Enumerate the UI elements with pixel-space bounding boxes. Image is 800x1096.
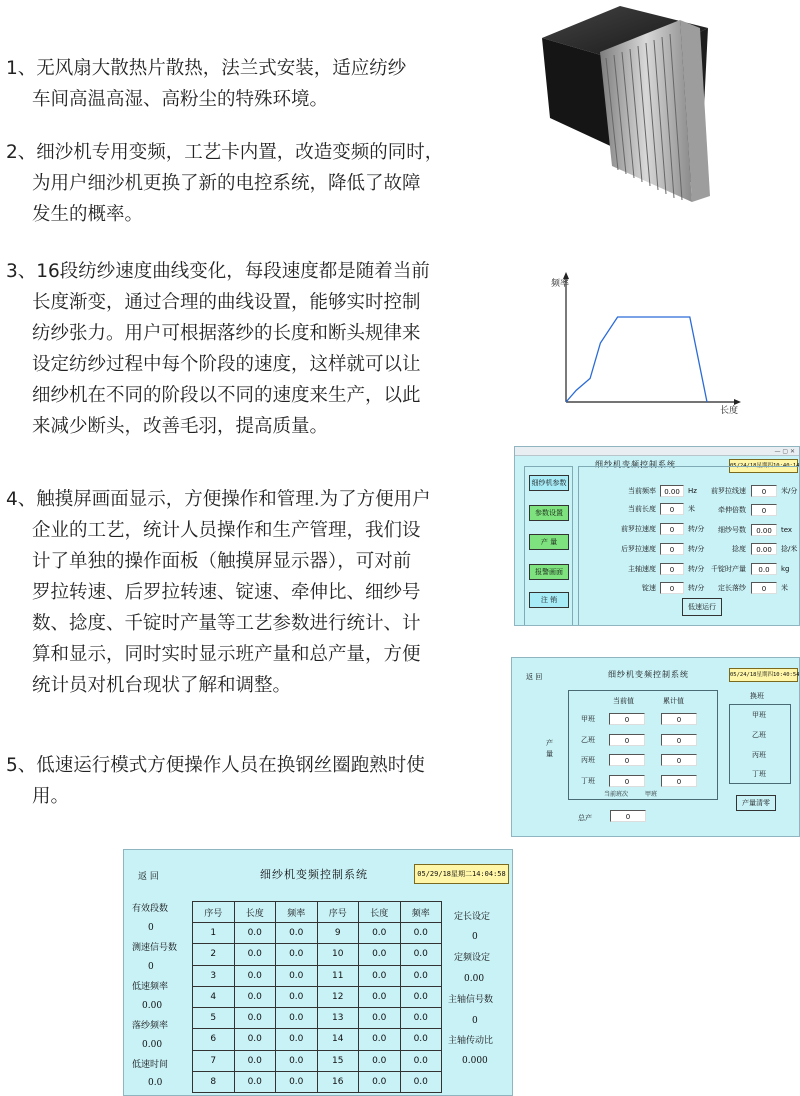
feature-line: 用。 bbox=[32, 786, 70, 807]
param-unit: 米 bbox=[781, 584, 788, 592]
table-row bbox=[193, 944, 442, 965]
param-value-field[interactable]: 0 bbox=[751, 504, 777, 516]
shift-current-field[interactable]: 0 bbox=[609, 754, 645, 766]
table-cell: 4 bbox=[193, 986, 235, 1007]
hmi-curve-settings-screen bbox=[123, 849, 513, 1096]
table-cell: 7 bbox=[193, 1050, 235, 1071]
feature-line: 4、触摸屏画面显示，方便操作和管理.为了方便用户 bbox=[6, 489, 431, 510]
table-row bbox=[193, 986, 442, 1007]
nav-panel bbox=[524, 466, 573, 626]
clock-display: 05/24/18星期四10:40:54 bbox=[729, 668, 798, 682]
current-shift-label: 当前班次 bbox=[604, 791, 629, 798]
feature-5 bbox=[6, 750, 425, 812]
table-cell[interactable]: 0.0 bbox=[400, 1029, 442, 1050]
param-label: 主轴信号数 bbox=[448, 995, 494, 1005]
param-value: 0 bbox=[148, 923, 154, 933]
table-cell[interactable]: 0.0 bbox=[400, 1050, 442, 1071]
nav-button-param-settings[interactable]: 参数设置 bbox=[529, 505, 569, 521]
table-cell[interactable]: 0.0 bbox=[400, 923, 442, 944]
table-cell: 9 bbox=[317, 923, 359, 944]
param-unit: tex bbox=[781, 526, 793, 534]
table-cell: 5 bbox=[193, 1008, 235, 1029]
table-cell[interactable]: 0.0 bbox=[276, 1029, 318, 1050]
table-cell: 10 bbox=[317, 944, 359, 965]
param-value-field[interactable]: 0.00 bbox=[660, 485, 684, 497]
param-value: 0.0 bbox=[148, 1078, 163, 1088]
param-value-field[interactable]: 0.00 bbox=[751, 543, 777, 555]
param-unit: kg bbox=[781, 565, 790, 573]
param-label: 落纱频率 bbox=[132, 1021, 169, 1031]
nav-button-logout[interactable]: 注 销 bbox=[529, 592, 569, 608]
screen-title: 细纱机变频控制系统 bbox=[608, 670, 689, 679]
feature-line: 企业的工艺，统计人员操作和生产管理，我们设 bbox=[32, 520, 421, 541]
table-cell: 8 bbox=[193, 1071, 235, 1092]
param-label: 前罗拉速度 bbox=[621, 525, 656, 533]
table-cell[interactable]: 0.0 bbox=[234, 1008, 276, 1029]
param-label: 定频设定 bbox=[454, 953, 491, 963]
table-header-row bbox=[193, 902, 442, 923]
param-label: 千锭时产量 bbox=[711, 565, 746, 573]
param-unit: 转/分 bbox=[688, 545, 705, 553]
param-value: 0 bbox=[472, 932, 478, 942]
shift-total-field[interactable]: 0 bbox=[661, 734, 697, 746]
feature-line: 2、细沙机专用变频，工艺卡内置，改造变频的同时， bbox=[6, 142, 444, 163]
param-value: 0 bbox=[148, 962, 154, 972]
param-label: 有效段数 bbox=[132, 904, 169, 914]
table-row bbox=[193, 1050, 442, 1071]
table-cell[interactable]: 0.0 bbox=[400, 1071, 442, 1092]
param-label: 锭速 bbox=[642, 584, 656, 592]
feature-line: 细纱机在不同的阶段以不同的速度来生产，以此 bbox=[32, 385, 421, 406]
param-value-field[interactable]: 0 bbox=[751, 485, 777, 497]
table-cell[interactable]: 0.0 bbox=[359, 1050, 401, 1071]
shift-label: 丁班 bbox=[581, 777, 595, 785]
total-output-field[interactable]: 0 bbox=[610, 810, 646, 822]
param-value: 0.00 bbox=[142, 1040, 163, 1050]
table-header: 长度 bbox=[234, 902, 276, 923]
back-button[interactable]: 返 回 bbox=[138, 872, 159, 882]
param-value: 0.000 bbox=[462, 1056, 488, 1066]
param-label: 牵伸倍数 bbox=[718, 506, 746, 514]
hmi-output-screen bbox=[511, 657, 800, 837]
shift-label: 甲班 bbox=[581, 715, 595, 723]
shift-label: 乙班 bbox=[581, 736, 595, 744]
current-shift-value: 甲班 bbox=[645, 791, 658, 798]
inverter-product-image bbox=[540, 6, 710, 211]
feature-line: 罗拉转速、后罗拉转速、锭速、牵伸比、细纱号 bbox=[32, 582, 421, 603]
window-titlebar bbox=[515, 447, 799, 456]
param-unit: 捻/米 bbox=[781, 545, 798, 553]
shift-total-field[interactable]: 0 bbox=[661, 713, 697, 725]
table-cell[interactable]: 0.0 bbox=[359, 944, 401, 965]
table-cell[interactable]: 0.0 bbox=[234, 986, 276, 1007]
table-cell[interactable]: 0.0 bbox=[359, 965, 401, 986]
param-label: 低速频率 bbox=[132, 982, 169, 992]
param-label: 前罗拉线速 bbox=[711, 487, 746, 495]
table-cell[interactable]: 0.0 bbox=[359, 1008, 401, 1029]
table-cell[interactable]: 0.0 bbox=[276, 1071, 318, 1092]
feature-line: 来减少断头，改善毛羽，提高质量。 bbox=[32, 416, 329, 437]
shift-total-field[interactable]: 0 bbox=[661, 754, 697, 766]
shift-current-field[interactable]: 0 bbox=[609, 734, 645, 746]
change-shift-item[interactable]: 乙班 bbox=[752, 731, 766, 739]
feature-line: 纺纱张力。用户可根据落纱的长度和断头规律来 bbox=[32, 323, 421, 344]
param-unit: 转/分 bbox=[688, 565, 705, 573]
change-shift-item[interactable]: 丁班 bbox=[752, 770, 766, 778]
feature-line: 长度渐变，通过合理的曲线设置，能够实时控制 bbox=[32, 292, 421, 313]
param-label: 定长设定 bbox=[454, 912, 491, 922]
param-value: 0 bbox=[472, 1016, 478, 1026]
table-row bbox=[193, 923, 442, 944]
param-value-field[interactable]: 0 bbox=[660, 563, 684, 575]
screen-title: 细纱机变频控制系统 bbox=[260, 868, 368, 881]
table-row bbox=[193, 1029, 442, 1050]
chart-series-line bbox=[566, 317, 707, 402]
change-shift-label: 换班 bbox=[750, 692, 764, 700]
chart-y-arrow bbox=[563, 272, 569, 279]
low-speed-run-button[interactable]: 低速运行 bbox=[682, 598, 722, 616]
param-label: 细纱号数 bbox=[718, 526, 746, 534]
param-label: 主轴传动比 bbox=[448, 1036, 494, 1046]
back-button[interactable]: 返 回 bbox=[526, 673, 543, 681]
clear-output-button[interactable]: 产量清零 bbox=[736, 795, 776, 811]
feature-line: 发生的概率。 bbox=[32, 204, 144, 225]
change-shift-panel bbox=[729, 704, 791, 784]
speed-curve-chart bbox=[548, 270, 744, 420]
clock-display: 05/29/18星期二14:04:58 bbox=[414, 864, 509, 884]
table-cell: 14 bbox=[317, 1029, 359, 1050]
shift-label: 丙班 bbox=[581, 756, 595, 764]
feature-line: 车间高温高湿、高粉尘的特殊环境。 bbox=[32, 89, 329, 110]
table-cell: 6 bbox=[193, 1029, 235, 1050]
feature-line: 计了单独的操作面板（触摸屏显示器），可对前 bbox=[32, 551, 412, 572]
param-unit: Hz bbox=[688, 487, 697, 495]
table-cell[interactable]: 0.0 bbox=[400, 1008, 442, 1029]
shift-current-field[interactable]: 0 bbox=[609, 713, 645, 725]
screen-title: 细纱机变频控制系统 bbox=[595, 460, 676, 469]
feature-line: 为用户细沙机更换了新的电控系统，降低了故障 bbox=[32, 173, 421, 194]
table-row bbox=[193, 1071, 442, 1092]
feature-line: 5、低速运行模式方便操作人员在换钢丝圈跑熟时使 bbox=[6, 755, 425, 776]
change-shift-item[interactable]: 甲班 bbox=[752, 711, 766, 719]
table-cell: 13 bbox=[317, 1008, 359, 1029]
param-value-field[interactable]: 0 bbox=[660, 543, 684, 555]
window-controls[interactable]: — ▢ ✕ bbox=[774, 448, 795, 455]
chart-x-label: 长度 bbox=[720, 406, 739, 416]
nav-button-output[interactable]: 产 量 bbox=[529, 534, 569, 550]
feature-4 bbox=[6, 484, 431, 701]
table-cell[interactable]: 0.0 bbox=[400, 965, 442, 986]
feature-line: 数、捻度、千锭时产量等工艺参数进行统计、计 bbox=[32, 613, 421, 634]
table-header: 长度 bbox=[359, 902, 401, 923]
chart-x-arrow bbox=[734, 399, 741, 405]
change-shift-item[interactable]: 丙班 bbox=[752, 751, 766, 759]
table-cell[interactable]: 0.0 bbox=[359, 986, 401, 1007]
table-cell[interactable]: 0.0 bbox=[276, 986, 318, 1007]
hmi-parameter-screen bbox=[514, 446, 800, 626]
table-cell[interactable]: 0.0 bbox=[234, 1050, 276, 1071]
feature-line: 1、无风扇大散热片散热，法兰式安装，适应纺纱 bbox=[6, 58, 407, 79]
table-header: 序号 bbox=[193, 902, 235, 923]
param-value: 0.00 bbox=[464, 974, 485, 984]
table-cell: 11 bbox=[317, 965, 359, 986]
param-panel bbox=[578, 466, 800, 626]
table-header: 频率 bbox=[276, 902, 318, 923]
feature-1 bbox=[6, 53, 406, 115]
table-cell[interactable]: 0.0 bbox=[234, 1071, 276, 1092]
param-label: 捻度 bbox=[732, 545, 746, 553]
table-cell[interactable]: 0.0 bbox=[234, 1029, 276, 1050]
column-header-total: 累计值 bbox=[663, 697, 684, 705]
feature-line: 统计员对机台现状了解和调整。 bbox=[32, 675, 292, 696]
table-cell[interactable]: 0.0 bbox=[359, 1071, 401, 1092]
speed-segment-table bbox=[192, 901, 442, 1093]
table-cell[interactable]: 0.0 bbox=[234, 965, 276, 986]
param-label: 低速时间 bbox=[132, 1060, 169, 1070]
param-label: 当前频率 bbox=[628, 487, 656, 495]
table-cell[interactable]: 0.0 bbox=[400, 986, 442, 1007]
param-unit: 米 bbox=[688, 505, 695, 513]
table-cell[interactable]: 0.0 bbox=[276, 1050, 318, 1071]
shift-output-panel bbox=[568, 690, 718, 800]
param-label: 测速信号数 bbox=[132, 943, 178, 953]
feature-line: 算和显示，同时实时显示班产量和总产量，方便 bbox=[32, 644, 421, 665]
param-unit: 转/分 bbox=[688, 525, 705, 533]
param-value-field[interactable]: 0 bbox=[660, 582, 684, 594]
table-cell[interactable]: 0.0 bbox=[276, 965, 318, 986]
feature-line: 3、16段纺纱速度曲线变化，每段速度都是随着当前 bbox=[6, 261, 430, 282]
param-label: 定长落纱 bbox=[718, 584, 746, 592]
table-cell: 1 bbox=[193, 923, 235, 944]
table-cell: 2 bbox=[193, 944, 235, 965]
feature-line: 设定纺纱过程中每个阶段的速度，这样就可以让 bbox=[32, 354, 421, 375]
table-cell[interactable]: 0.0 bbox=[276, 923, 318, 944]
param-value-field[interactable]: 0 bbox=[751, 582, 777, 594]
shift-current-field[interactable]: 0 bbox=[609, 775, 645, 787]
param-value-field[interactable]: 0.0 bbox=[751, 563, 777, 575]
table-cell[interactable]: 0.0 bbox=[276, 944, 318, 965]
table-cell: 12 bbox=[317, 986, 359, 1007]
table-row bbox=[193, 1008, 442, 1029]
chart-y-label: 频率 bbox=[551, 279, 570, 289]
param-unit: 转/分 bbox=[688, 584, 705, 592]
clock-display: 05/24/18星期四10:40:14 bbox=[729, 459, 798, 473]
table-cell[interactable]: 0.0 bbox=[234, 923, 276, 944]
param-value-field[interactable]: 0 bbox=[660, 503, 684, 515]
table-cell: 16 bbox=[317, 1071, 359, 1092]
table-row bbox=[193, 965, 442, 986]
param-value: 0.00 bbox=[142, 1001, 163, 1011]
table-cell[interactable]: 0.0 bbox=[276, 1008, 318, 1029]
param-unit: 米/分 bbox=[781, 487, 798, 495]
table-cell[interactable]: 0.0 bbox=[359, 923, 401, 944]
shift-total-field[interactable]: 0 bbox=[661, 775, 697, 787]
feature-2 bbox=[6, 137, 443, 230]
table-cell[interactable]: 0.0 bbox=[400, 944, 442, 965]
param-label: 当前长度 bbox=[628, 505, 656, 513]
total-output-label: 总产 bbox=[578, 814, 592, 822]
nav-button-spinning-params[interactable]: 细纱机参数 bbox=[529, 475, 569, 491]
table-header: 频率 bbox=[400, 902, 442, 923]
feature-3 bbox=[6, 256, 430, 442]
param-value-field[interactable]: 0 bbox=[660, 523, 684, 535]
table-cell: 3 bbox=[193, 965, 235, 986]
column-header-current: 当前值 bbox=[613, 697, 634, 705]
param-label: 主轴速度 bbox=[628, 565, 656, 573]
table-header: 序号 bbox=[317, 902, 359, 923]
table-cell[interactable]: 0.0 bbox=[359, 1029, 401, 1050]
table-cell: 15 bbox=[317, 1050, 359, 1071]
param-value-field[interactable]: 0.00 bbox=[751, 524, 777, 536]
table-cell[interactable]: 0.0 bbox=[234, 944, 276, 965]
param-label: 后罗拉速度 bbox=[621, 545, 656, 553]
nav-button-alarm[interactable]: 报警画面 bbox=[529, 564, 569, 580]
output-side-label: 产量 bbox=[546, 739, 553, 758]
